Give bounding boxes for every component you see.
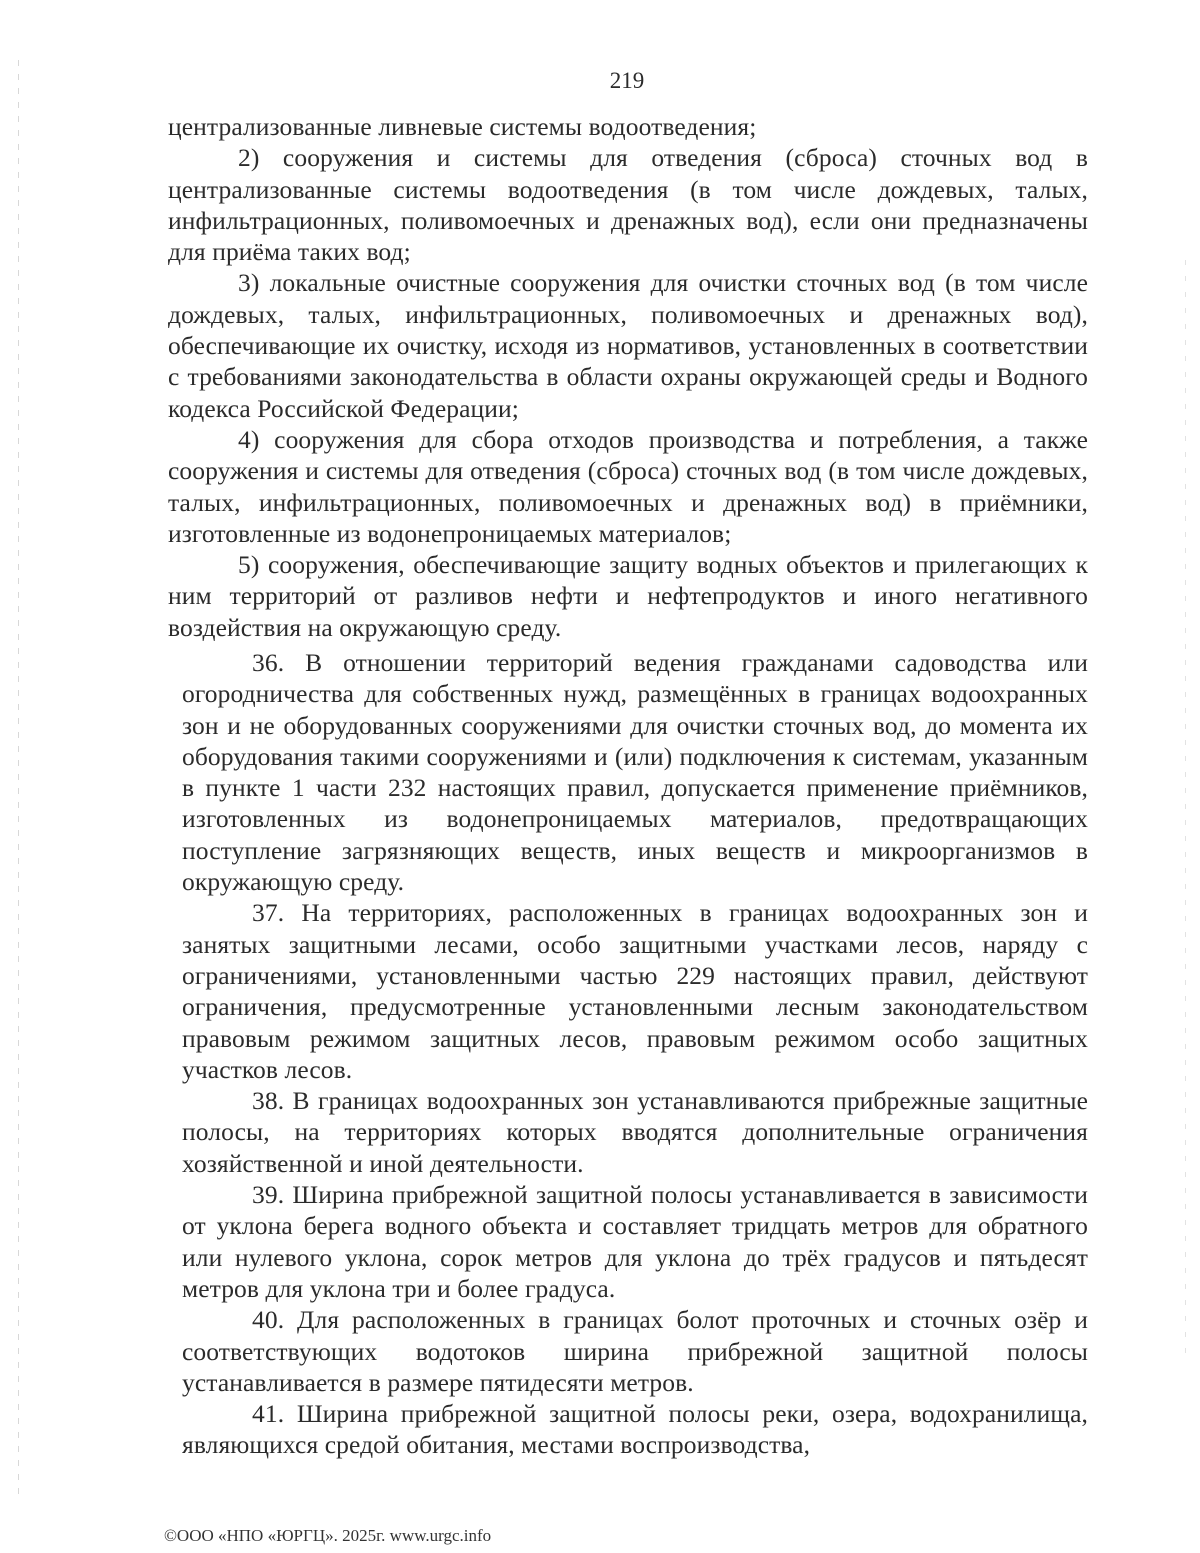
paragraph-39: 39. Ширина прибрежной защитной полосы устанавливается в зависимости от уклона берега водного объекта и составляет тридцать метров для обратного или нулевого уклона, сорок метров для уклона до трёх градусов и пятьдесят метров для уклона три и более градуса. <box>182 1180 1088 1303</box>
numbered-paragraphs <box>182 647 1088 1461</box>
list-item-3: 3) локальные очистные сооружения для очистки сточных вод (в том числе дождевых, талых, инфильтрационных, поливомоечных и дренажных вод), обеспечивающие их очистку, исходя из нормативов, установленных в соответствии с требованиями законодательства в области охраны окружающей среды и Водного кодекса Российской Федерации; <box>168 268 1088 423</box>
paragraph-41: 41. Ширина прибрежной защитной полосы реки, озера, водохранилища, являющихся средой обитания, местами воспроизводства, <box>182 1399 1088 1460</box>
paragraph-40: 40. Для расположенных в границах болот проточных и сточных озёр и соответствующих водотоков ширина прибрежной защитной полосы устанавливается в размере пятидесяти метров. <box>182 1305 1088 1397</box>
paragraph-36: 36. В отношении территорий ведения гражданами садоводства или огородничества для собственных нужд, размещённых в границах водоохранных зон и не оборудованных сооружениями для очистки сточных вод, до момента их оборудования такими сооружениями и (или) подключения к системам, указанным в пункте 1 части 232 настоящих правил, допускается применение приёмников, изготовленных из водонепроницаемых материалов, предотвращающих поступление загрязняющих веществ, иных веществ и микроорганизмов в окружающую среду. <box>182 648 1088 897</box>
paragraph-38: 38. В границах водоохранных зон устанавливаются прибрежные защитные полосы, на территориях которых вводятся дополнительные ограничения хозяйственной и иной деятельности. <box>182 1086 1088 1178</box>
footer-copyright: ©ООО «НПО «ЮРГЦ». 2025г. www.urgc.info <box>164 1526 492 1545</box>
continuation-line: централизованные ливневые системы водоотведения; <box>168 112 757 141</box>
page-number: 219 <box>609 68 645 93</box>
scan-edge-right <box>1185 260 1186 1360</box>
list-item-2: 2) сооружения и системы для отведения (сброса) сточных вод в централизованные системы водоотведения (в том числе дождевых, талых, инфильтрационных, поливомоечных и дренажных вод), если они предназначены для приёма таких вод; <box>168 143 1088 267</box>
list-section <box>168 111 1088 643</box>
list-item-4: 4) сооружения для сбора отходов производства и потребления, а также сооружения и системы для отведения (сброса) сточных вод (в том числе дождевых, талых, инфильтрационных, поливомоечных и дренажных вод) в приёмники, изготовленные из водонепроницаемых материалов; <box>168 424 1088 548</box>
scan-edge-left <box>18 60 19 1500</box>
paragraph-37: 37. На территориях, расположенных в границах водоохранных зон и занятых защитными лесами, особо защитными участками лесов, наряду с ограничениями, установленными частью 229 настоящих правил, действуют ограничения, предусмотренные установленными лесным законодательством правовым режимом защитных лесов, правовым режимом особо защитных участков лесов. <box>182 898 1088 1084</box>
list-item-5: 5) сооружения, обеспечивающие защиту водных объектов и прилегающих к ним территорий от разливов нефти и нефтепродуктов и иного негативного воздействия на окружающую среду. <box>168 550 1088 642</box>
